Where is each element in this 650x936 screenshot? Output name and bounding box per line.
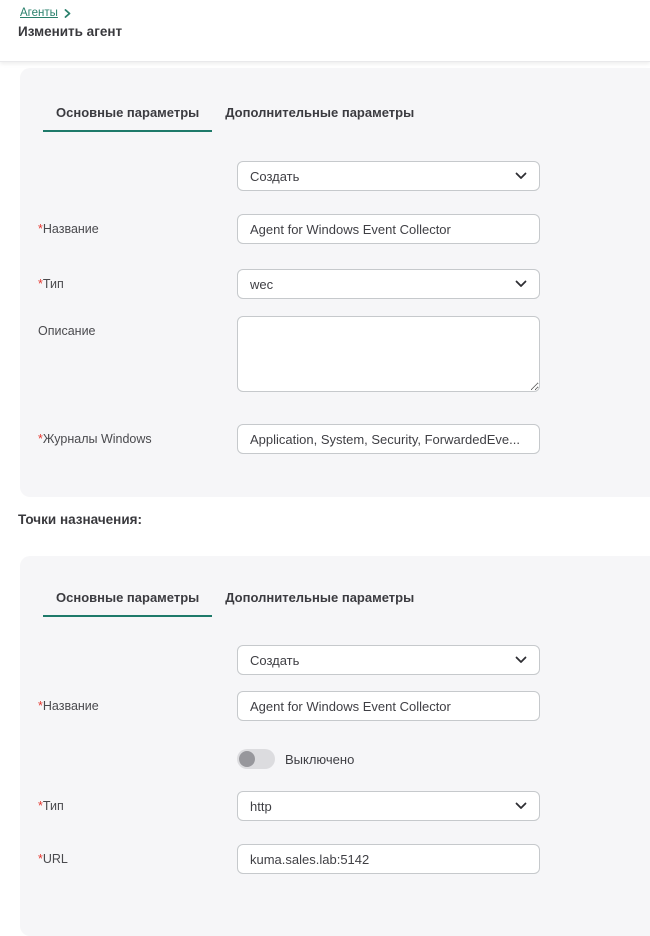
- tab-basic-parameters[interactable]: Основные параметры: [43, 105, 212, 132]
- destination-type-select[interactable]: [237, 791, 540, 821]
- agent-description-label: Описание: [38, 324, 96, 338]
- required-marker: *: [38, 699, 43, 713]
- agent-action-select[interactable]: [237, 161, 540, 191]
- required-marker: *: [38, 799, 43, 813]
- destination-name-label: *Название: [38, 699, 99, 713]
- chevron-down-icon: [515, 656, 527, 664]
- empty-label-spacer: [38, 645, 237, 653]
- agent-name-row: [38, 214, 650, 244]
- agent-type-label: *Тип: [38, 277, 64, 291]
- page-title: Изменить агент: [18, 24, 123, 39]
- empty-label-spacer: [38, 747, 237, 755]
- required-marker: *: [38, 432, 43, 446]
- destination-url-label: *URL: [38, 852, 68, 866]
- breadcrumb: [20, 7, 71, 19]
- agent-parameters-panel: [20, 68, 650, 497]
- agent-name-label: *Название: [38, 222, 99, 236]
- destination-parameters-panel: [20, 556, 650, 936]
- tab-basic-parameters[interactable]: Основные параметры: [43, 590, 212, 617]
- agent-name-input[interactable]: [237, 214, 540, 244]
- destination-disabled-row: [38, 747, 650, 769]
- toggle-knob-icon: [239, 751, 255, 767]
- empty-label-spacer: [38, 161, 237, 169]
- agent-type-select[interactable]: [237, 269, 540, 299]
- agent-windows-logs-row: [38, 424, 650, 454]
- disabled-toggle[interactable]: [237, 749, 275, 769]
- destinations-heading: Точки назначения:: [18, 512, 142, 527]
- destination-action-select-value: Создать: [250, 652, 300, 668]
- chevron-down-icon: [515, 802, 527, 810]
- tab-additional-parameters[interactable]: Дополнительные параметры: [225, 105, 415, 120]
- agent-windows-logs-label: *Журналы Windows: [38, 432, 152, 446]
- page-header: [0, 0, 650, 62]
- required-marker: *: [38, 852, 43, 866]
- destination-url-row: [38, 844, 650, 874]
- required-marker: *: [38, 222, 43, 236]
- agent-windows-logs-input[interactable]: [237, 424, 540, 454]
- chevron-down-icon: [515, 280, 527, 288]
- destination-url-input[interactable]: [237, 844, 540, 874]
- agent-description-textarea[interactable]: [237, 316, 540, 392]
- destination-action-row: [38, 645, 650, 675]
- tab-additional-parameters[interactable]: Дополнительные параметры: [225, 590, 415, 605]
- destination-action-select[interactable]: [237, 645, 540, 675]
- chevron-down-icon: [515, 172, 527, 180]
- disabled-toggle-label: Выключено: [285, 751, 355, 767]
- agent-tabs: [20, 68, 650, 132]
- destination-tabs: [20, 556, 650, 617]
- destination-type-row: [38, 791, 650, 821]
- agent-type-select-value: wec: [250, 276, 274, 292]
- agent-action-row: [38, 161, 650, 191]
- required-marker: *: [38, 277, 43, 291]
- destination-name-row: [38, 691, 650, 721]
- destination-name-input[interactable]: [237, 691, 540, 721]
- destination-type-select-value: http: [250, 798, 272, 814]
- agent-type-row: [38, 269, 650, 299]
- destination-type-label: *Тип: [38, 799, 64, 813]
- agent-description-row: [38, 316, 650, 397]
- breadcrumb-agents-link[interactable]: Агенты: [20, 7, 58, 19]
- chevron-right-icon: [64, 9, 71, 18]
- agent-action-select-value: Создать: [250, 168, 300, 184]
